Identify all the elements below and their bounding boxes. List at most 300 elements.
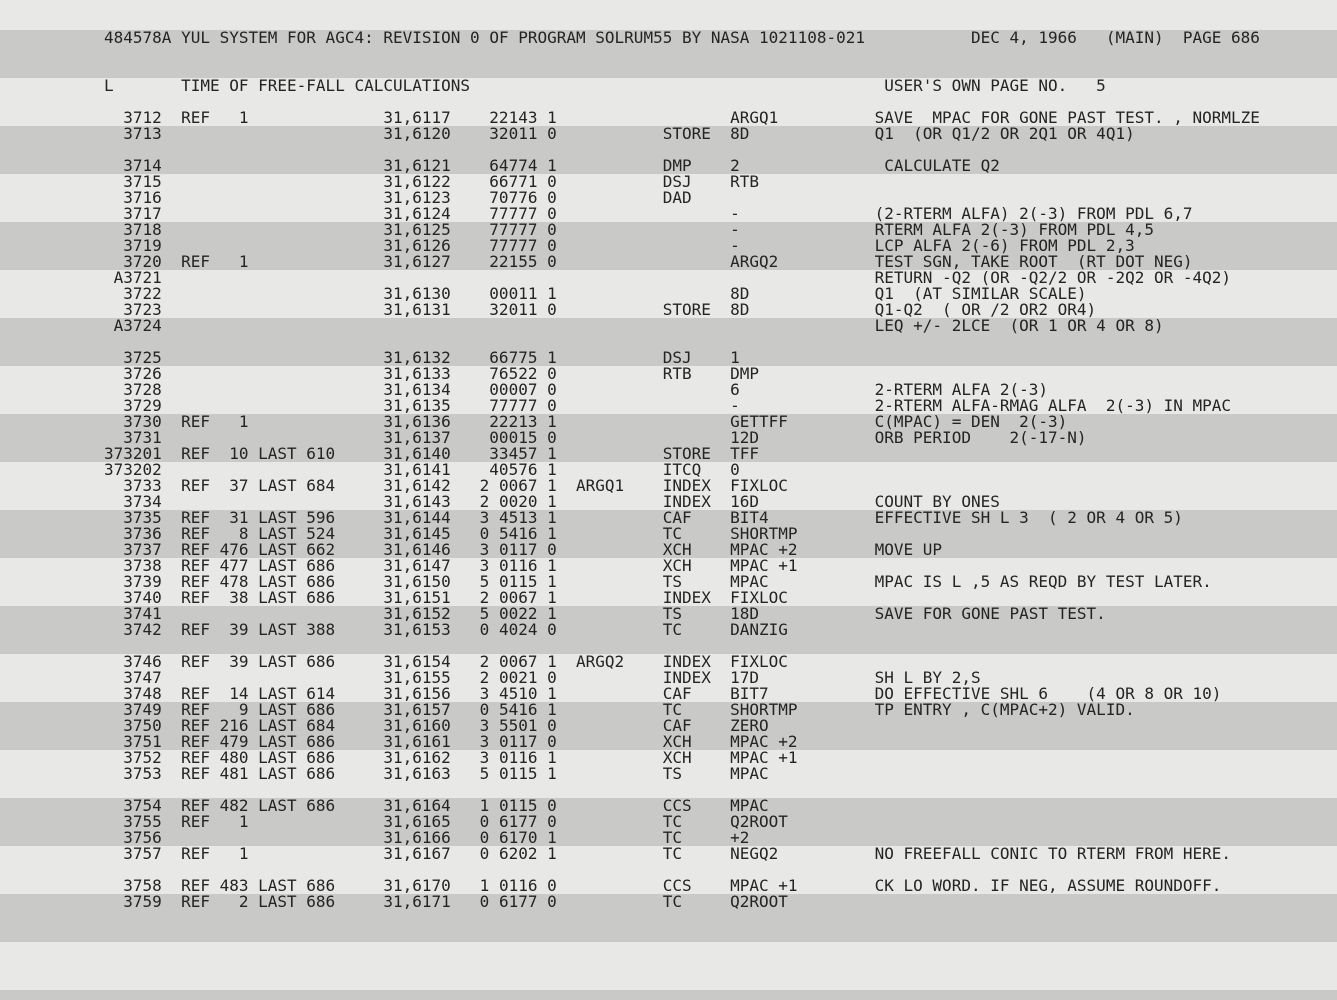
ref-keyword: REF — [181, 748, 210, 767]
address: 31,6162 — [383, 748, 451, 767]
operand: Q2ROOT — [730, 892, 788, 911]
last-keyword: LAST — [258, 716, 297, 735]
last-page: 686 — [306, 652, 336, 671]
ref-keyword: REF — [181, 620, 210, 639]
operand: MPAC +1 — [730, 748, 798, 767]
opcode: INDEX — [662, 652, 711, 671]
last-keyword: LAST — [258, 588, 297, 607]
last-keyword: LAST — [258, 892, 297, 911]
ref-count: 8 — [238, 524, 249, 543]
address: 31,6127 — [383, 252, 451, 271]
operand: FIXLOC — [730, 588, 788, 607]
ref-keyword: REF — [181, 652, 210, 671]
ref-keyword: REF — [181, 892, 210, 911]
ref-keyword: REF — [181, 108, 210, 127]
opcode: DMP — [662, 156, 692, 175]
operand: Q2ROOT — [730, 812, 788, 831]
octal-code: 0 4024 0 — [479, 620, 557, 639]
octal-code: 3 0117 0 — [479, 540, 557, 559]
octal-code: 0 5416 1 — [479, 700, 557, 719]
octal-code: 70776 0 — [489, 188, 557, 207]
line-number: 3719 — [123, 236, 162, 255]
opcode: TC — [662, 844, 682, 863]
listing-header — [104, 30, 1284, 46]
octal-code: 0 6177 0 — [479, 892, 557, 911]
last-keyword: LAST — [258, 556, 297, 575]
octal-code: 5 0115 1 — [479, 764, 557, 783]
last-page: 686 — [306, 700, 336, 719]
line-number: 373201 — [104, 444, 162, 463]
line-number: 3728 — [123, 380, 162, 399]
listing-row — [104, 414, 1284, 430]
opcode: CAF — [662, 508, 692, 527]
header-date: DEC 4, 1966 — [970, 28, 1077, 47]
operand: ARGQ1 — [730, 108, 779, 127]
operand: 6 — [730, 380, 740, 399]
opcode: TS — [662, 572, 682, 591]
listing-block — [104, 158, 1284, 334]
line-number: 3752 — [123, 748, 162, 767]
operand: 16D — [730, 492, 760, 511]
listing-row — [104, 622, 1284, 638]
line-number: 3720 — [123, 252, 162, 271]
last-page: 614 — [306, 684, 336, 703]
line-number: 3751 — [123, 732, 162, 751]
address: 31,6163 — [383, 764, 451, 783]
opcode: TC — [662, 812, 682, 831]
last-keyword: LAST — [258, 524, 297, 543]
ref-keyword: REF — [181, 764, 210, 783]
opcode: XCH — [662, 732, 692, 751]
operand: ARGQ2 — [730, 252, 779, 271]
address: 31,6147 — [383, 556, 451, 575]
line-number: 3755 — [123, 812, 162, 831]
address: 31,6140 — [383, 444, 451, 463]
operand: +2 — [730, 828, 750, 847]
octal-code: 40576 1 — [489, 460, 557, 479]
listing-row — [104, 846, 1284, 862]
address: 31,6170 — [383, 876, 451, 895]
operand: 12D — [730, 428, 760, 447]
ref-keyword: REF — [181, 412, 210, 431]
comment: NO FREEFALL CONIC TO RTERM FROM HERE. — [874, 844, 1232, 863]
octal-code: 32011 0 — [489, 124, 557, 143]
last-page: 610 — [306, 444, 336, 463]
opcode: STORE — [662, 444, 711, 463]
octal-code: 00015 0 — [489, 428, 557, 447]
line-number: 3736 — [123, 524, 162, 543]
last-page: 684 — [306, 476, 336, 495]
operand: FIXLOC — [730, 652, 788, 671]
line-number: 3737 — [123, 540, 162, 559]
address: 31,6143 — [383, 492, 451, 511]
octal-code: 3 4513 1 — [479, 508, 557, 527]
octal-code: 2 0020 1 — [479, 492, 557, 511]
opcode: XCH — [662, 748, 692, 767]
last-page: 684 — [306, 716, 336, 735]
operand: 18D — [730, 604, 760, 623]
last-keyword: LAST — [258, 652, 297, 671]
last-keyword: LAST — [258, 540, 297, 559]
listing-sheet — [104, 30, 1284, 910]
address: 31,6126 — [383, 236, 451, 255]
ref-keyword: REF — [181, 572, 210, 591]
last-keyword: LAST — [258, 700, 297, 719]
ref-keyword: REF — [181, 508, 210, 527]
comment: Q1-Q2 ( OR /2 OR2 OR4) — [874, 300, 1097, 319]
users-page-number: 5 — [1096, 76, 1106, 95]
line-number: 3715 — [123, 172, 162, 191]
comment: COUNT BY ONES — [874, 492, 1000, 511]
line-number: 3756 — [123, 828, 162, 847]
listing-row — [104, 366, 1284, 382]
last-keyword: LAST — [258, 876, 297, 895]
line-number: 3754 — [123, 796, 162, 815]
line-number: 3713 — [123, 124, 162, 143]
octal-code: 77777 0 — [489, 396, 557, 415]
line-number: 3731 — [123, 428, 162, 447]
operand: 17D — [730, 668, 760, 687]
opcode: RTB — [662, 364, 692, 383]
ref-keyword: REF — [181, 876, 210, 895]
address: 31,6151 — [383, 588, 451, 607]
operand: ZERO — [730, 716, 769, 735]
octal-code: 3 0116 1 — [479, 748, 557, 767]
header-page: PAGE 686 — [1182, 28, 1260, 47]
operand: 2 — [730, 156, 740, 175]
address: 31,6123 — [383, 188, 451, 207]
comment: Q1 (OR Q1/2 OR 2Q1 OR 4Q1) — [874, 124, 1135, 143]
address: 31,6145 — [383, 524, 451, 543]
ref-count: 478 — [219, 572, 249, 591]
operand: MPAC — [730, 796, 769, 815]
octal-code: 00007 0 — [489, 380, 557, 399]
ref-keyword: REF — [181, 556, 210, 575]
line-number: A3724 — [113, 316, 162, 335]
line-number: 3749 — [123, 700, 162, 719]
last-page: 686 — [306, 588, 336, 607]
opcode: INDEX — [662, 492, 711, 511]
operand: - — [730, 236, 740, 255]
address: 31,6136 — [383, 412, 451, 431]
address: 31,6134 — [383, 380, 451, 399]
ref-keyword: REF — [181, 476, 210, 495]
address: 31,6167 — [383, 844, 451, 863]
opcode: INDEX — [662, 476, 711, 495]
operand: MPAC +2 — [730, 732, 798, 751]
opcode: DAD — [662, 188, 692, 207]
operand: MPAC — [730, 572, 769, 591]
operand: SHORTMP — [730, 700, 798, 719]
listing-block — [104, 878, 1284, 910]
listing-row — [104, 318, 1284, 334]
address: 31,6142 — [383, 476, 451, 495]
address: 31,6154 — [383, 652, 451, 671]
listing-row — [104, 814, 1284, 830]
comment: TEST SGN, TAKE ROOT (RT DOT NEG) — [874, 252, 1193, 271]
comment: SH L BY 2,S — [874, 668, 981, 687]
operand: - — [730, 204, 740, 223]
opcode: CCS — [662, 796, 692, 815]
listing-block — [104, 654, 1284, 782]
operand: MPAC +2 — [730, 540, 798, 559]
opcode: STORE — [662, 300, 711, 319]
opcode: TC — [662, 828, 682, 847]
address: 31,6135 — [383, 396, 451, 415]
ref-keyword: REF — [181, 716, 210, 735]
address: 31,6160 — [383, 716, 451, 735]
operand: TFF — [730, 444, 760, 463]
line-number: 3726 — [123, 364, 162, 383]
ref-count: 2 — [238, 892, 249, 911]
comment: ORB PERIOD 2(-17-N) — [874, 428, 1087, 447]
ref-keyword: REF — [181, 796, 210, 815]
address: 31,6125 — [383, 220, 451, 239]
address: 31,6121 — [383, 156, 451, 175]
comment: CK LO WORD. IF NEG, ASSUME ROUNDOFF. — [874, 876, 1222, 895]
ref-keyword: REF — [181, 588, 210, 607]
operand: 8D — [730, 284, 750, 303]
ref-count: 216 — [219, 716, 249, 735]
comment: RETURN -Q2 (OR -Q2/2 OR -2Q2 OR -4Q2) — [874, 268, 1232, 287]
octal-code: 0 6170 1 — [479, 828, 557, 847]
listing-row — [104, 126, 1284, 142]
octal-code: 66771 0 — [489, 172, 557, 191]
address: 31,6130 — [383, 284, 451, 303]
line-number: 3718 — [123, 220, 162, 239]
section-flag: L — [104, 76, 114, 95]
octal-code: 32011 0 — [489, 300, 557, 319]
address: 31,6171 — [383, 892, 451, 911]
address: 31,6150 — [383, 572, 451, 591]
ref-count: 1 — [238, 108, 249, 127]
octal-code: 3 0116 1 — [479, 556, 557, 575]
operand: BIT4 — [730, 508, 769, 527]
listing-block — [104, 110, 1284, 142]
line-number: 3747 — [123, 668, 162, 687]
last-keyword: LAST — [258, 508, 297, 527]
operand: BIT7 — [730, 684, 769, 703]
last-keyword: LAST — [258, 572, 297, 591]
ref-keyword: REF — [181, 812, 210, 831]
comment: LCP ALFA 2(-6) FROM PDL 2,3 — [874, 236, 1135, 255]
last-page: 388 — [306, 620, 336, 639]
listing-row — [104, 398, 1284, 414]
octal-code: 22213 1 — [489, 412, 557, 431]
ref-keyword: REF — [181, 524, 210, 543]
comment: SAVE MPAC FOR GONE PAST TEST. , NORMLZE — [874, 108, 1260, 127]
opcode: TC — [662, 892, 682, 911]
address: 31,6133 — [383, 364, 451, 383]
line-number: 3723 — [123, 300, 162, 319]
line-number: 3750 — [123, 716, 162, 735]
operand: DANZIG — [730, 620, 788, 639]
line-number: 3742 — [123, 620, 162, 639]
opcode: CAF — [662, 684, 692, 703]
line-number: 3739 — [123, 572, 162, 591]
line-number: 3753 — [123, 764, 162, 783]
ref-count: 479 — [219, 732, 249, 751]
comment: (2-RTERM ALFA) 2(-3) FROM PDL 6,7 — [874, 204, 1193, 223]
operand: RTB — [730, 172, 760, 191]
address: 31,6124 — [383, 204, 451, 223]
last-keyword: LAST — [258, 476, 297, 495]
last-page: 662 — [306, 540, 336, 559]
header-title: 484578A YUL SYSTEM FOR AGC4: REVISION 0 OF PROGRAM SOLRUM55 BY NASA 1021108-021 — [104, 28, 865, 47]
address: 31,6152 — [383, 604, 451, 623]
line-number: 3733 — [123, 476, 162, 495]
last-page: 686 — [306, 892, 336, 911]
ref-count: 1 — [238, 812, 249, 831]
octal-code: 77777 0 — [489, 220, 557, 239]
ref-count: 1 — [238, 412, 249, 431]
ref-count: 480 — [219, 748, 249, 767]
last-page: 686 — [306, 748, 336, 767]
address: 31,6157 — [383, 700, 451, 719]
address: 31,6117 — [383, 108, 451, 127]
opcode: STORE — [662, 124, 711, 143]
opcode: TC — [662, 524, 682, 543]
address: 31,6137 — [383, 428, 451, 447]
listing-block — [104, 350, 1284, 638]
operand: GETTFF — [730, 412, 788, 431]
ref-count: 1 — [238, 844, 249, 863]
ref-count: 10 — [229, 444, 249, 463]
ref-keyword: REF — [181, 844, 210, 863]
ref-count: 39 — [229, 652, 249, 671]
ref-count: 477 — [219, 556, 249, 575]
octal-code: 66775 1 — [489, 348, 557, 367]
address: 31,6132 — [383, 348, 451, 367]
operand: SHORTMP — [730, 524, 798, 543]
octal-code: 64774 1 — [489, 156, 557, 175]
operand: 1 — [730, 348, 740, 367]
ref-keyword: REF — [181, 700, 210, 719]
comment: EFFECTIVE SH L 3 ( 2 OR 4 OR 5) — [874, 508, 1183, 527]
operand: 0 — [730, 460, 740, 479]
octal-code: 00011 1 — [489, 284, 557, 303]
last-page: 686 — [306, 796, 336, 815]
listing-row — [104, 174, 1284, 190]
ref-count: 31 — [229, 508, 249, 527]
comment: SAVE FOR GONE PAST TEST. — [874, 604, 1106, 623]
comment: C(MPAC) = DEN 2(-3) — [874, 412, 1068, 431]
opcode: TC — [662, 620, 682, 639]
address: 31,6155 — [383, 668, 451, 687]
octal-code: 3 4510 1 — [479, 684, 557, 703]
line-number: 3740 — [123, 588, 162, 607]
operand: MPAC +1 — [730, 876, 798, 895]
listing-row — [104, 590, 1284, 606]
listing-row — [104, 270, 1284, 286]
octal-code: 2 0067 1 — [479, 588, 557, 607]
address: 31,6131 — [383, 300, 451, 319]
last-keyword: LAST — [258, 620, 297, 639]
address: 31,6120 — [383, 124, 451, 143]
line-number: 3717 — [123, 204, 162, 223]
line-number: 3722 — [123, 284, 162, 303]
octal-code: 2 0067 1 — [479, 652, 557, 671]
last-page: 686 — [306, 732, 336, 751]
line-number: 3748 — [123, 684, 162, 703]
ref-keyword: REF — [181, 252, 210, 271]
opcode: INDEX — [662, 668, 711, 687]
comment: 2-RTERM ALFA-RMAG ALFA 2(-3) IN MPAC — [874, 396, 1232, 415]
operand: - — [730, 396, 740, 415]
opcode: ITCQ — [662, 460, 702, 479]
address: 31,6166 — [383, 828, 451, 847]
octal-code: 76522 0 — [489, 364, 557, 383]
line-number: 3716 — [123, 188, 162, 207]
line-number: 373202 — [104, 460, 162, 479]
line-number: 3741 — [123, 604, 162, 623]
comment: MPAC IS L ,5 AS REQD BY TEST LATER. — [874, 572, 1212, 591]
last-keyword: LAST — [258, 684, 297, 703]
opcode: DSJ — [662, 348, 692, 367]
octal-code: 22143 1 — [489, 108, 557, 127]
octal-code: 1 0115 0 — [479, 796, 557, 815]
opcode: XCH — [662, 540, 692, 559]
opcode: TS — [662, 604, 682, 623]
users-page-label: USER'S OWN PAGE NO. — [884, 76, 1068, 95]
line-number: 3738 — [123, 556, 162, 575]
octal-code: 0 5416 1 — [479, 524, 557, 543]
octal-code: 3 0117 0 — [479, 732, 557, 751]
opcode: INDEX — [662, 588, 711, 607]
opcode: CAF — [662, 716, 692, 735]
line-number: 3759 — [123, 892, 162, 911]
opcode: XCH — [662, 556, 692, 575]
ref-keyword: REF — [181, 732, 210, 751]
header-section: (MAIN) — [1105, 28, 1164, 47]
last-page: 596 — [306, 508, 336, 527]
operand: - — [730, 220, 740, 239]
line-number: 3734 — [123, 492, 162, 511]
section-line — [104, 78, 1284, 94]
ref-count: 481 — [219, 764, 249, 783]
octal-code: 5 0115 1 — [479, 572, 557, 591]
ref-count: 483 — [219, 876, 249, 895]
last-keyword: LAST — [258, 748, 297, 767]
opcode: DSJ — [662, 172, 692, 191]
line-number: 3712 — [123, 108, 162, 127]
address: 31,6141 — [383, 460, 451, 479]
comment: 2-RTERM ALFA 2(-3) — [874, 380, 1049, 399]
ref-count: 482 — [219, 796, 249, 815]
line-number: 3757 — [123, 844, 162, 863]
line-number: 3714 — [123, 156, 162, 175]
address: 31,6165 — [383, 812, 451, 831]
line-number: 3758 — [123, 876, 162, 895]
line-number: A3721 — [113, 268, 162, 287]
comment: CALCULATE Q2 — [874, 156, 1000, 175]
octal-code: 77777 0 — [489, 204, 557, 223]
ref-keyword: REF — [181, 444, 210, 463]
ref-count: 1 — [238, 252, 249, 271]
ref-count: 14 — [229, 684, 249, 703]
line-number: 3725 — [123, 348, 162, 367]
octal-code: 1 0116 0 — [479, 876, 557, 895]
last-page: 686 — [306, 876, 336, 895]
octal-code: 33457 1 — [489, 444, 557, 463]
listing-row — [104, 894, 1284, 910]
operand: 8D — [730, 300, 750, 319]
address: 31,6146 — [383, 540, 451, 559]
octal-code: 5 0022 1 — [479, 604, 557, 623]
listing-row — [104, 798, 1284, 814]
octal-code: 0 6202 1 — [479, 844, 557, 863]
operand: 8D — [730, 124, 750, 143]
